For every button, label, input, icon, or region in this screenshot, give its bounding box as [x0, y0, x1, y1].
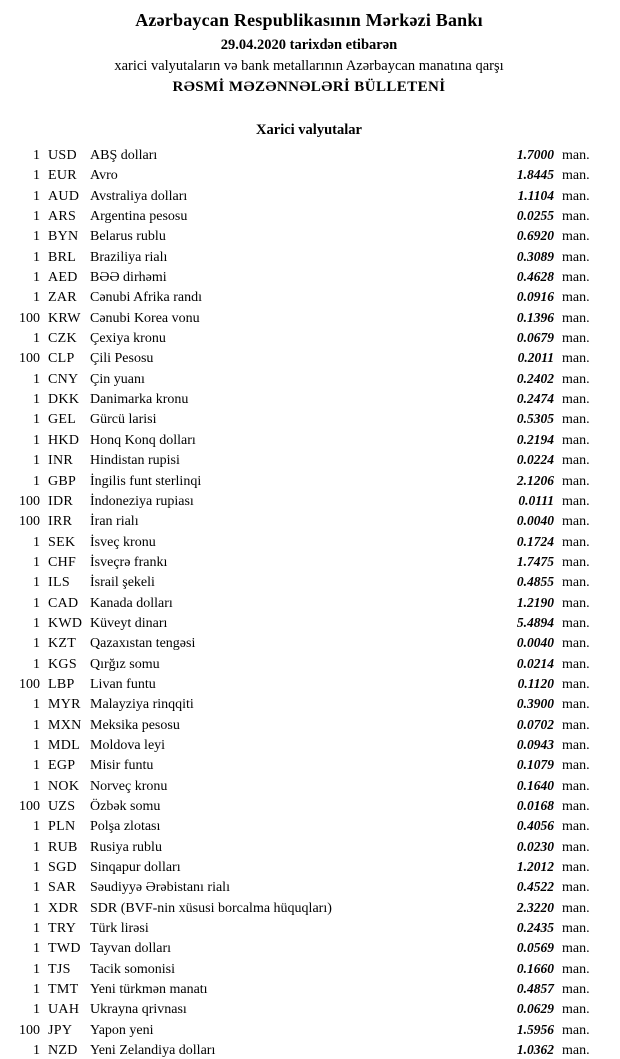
currency-name: Çili Pesosu — [90, 351, 154, 367]
currency-name: İsveçrə frankı — [90, 554, 168, 570]
currency-unit-label: man. — [562, 473, 590, 489]
rate-value: 0.1120 — [517, 675, 554, 691]
rate-row — [18, 735, 600, 755]
rate-value: 0.2474 — [516, 391, 554, 407]
rate-value: 0.6920 — [516, 228, 554, 244]
rate-quantity: 1 — [33, 290, 40, 306]
currency-code: GBP — [48, 473, 77, 489]
rate-row — [18, 226, 600, 246]
currency-unit-label: man. — [562, 554, 590, 570]
currency-name: Avro — [90, 168, 118, 184]
currency-code: BRL — [48, 249, 77, 265]
rate-value: 0.0702 — [516, 716, 554, 732]
currency-name: İngilis funt sterlinqi — [90, 473, 202, 489]
currency-name: Honq Konq dolları — [90, 432, 196, 448]
rate-value: 0.1660 — [516, 960, 554, 976]
rate-quantity: 100 — [19, 799, 40, 814]
currency-code: NZD — [48, 1043, 78, 1059]
currency-unit-label: man. — [562, 514, 590, 530]
rate-value: 0.1724 — [516, 533, 554, 549]
currency-name: Gürcü larisi — [90, 412, 157, 428]
rate-row — [18, 369, 600, 389]
rate-quantity: 1 — [33, 758, 40, 774]
rate-quantity: 1 — [33, 921, 40, 937]
rate-quantity: 1 — [33, 656, 40, 672]
rate-quantity: 1 — [33, 249, 40, 265]
currency-name: Küveyt dinarı — [90, 615, 168, 631]
rate-value: 0.3900 — [516, 696, 554, 712]
rate-quantity: 1 — [33, 371, 40, 387]
rate-quantity: 1 — [33, 209, 40, 225]
currency-name: Misir funtu — [90, 758, 154, 774]
currency-name: ABŞ dolları — [90, 148, 158, 163]
currency-code: GEL — [48, 412, 77, 428]
rate-row — [18, 572, 600, 592]
currency-code: AUD — [48, 188, 80, 204]
currency-unit-label: man. — [562, 758, 590, 774]
currency-name: Yeni türkmən manatı — [90, 982, 208, 998]
rate-value: 2.1206 — [516, 472, 554, 488]
rate-quantity: 1 — [33, 982, 40, 998]
currency-name: Livan funtu — [90, 676, 156, 692]
rate-row — [18, 898, 600, 918]
currency-name: Polşa zlotası — [90, 819, 161, 835]
currency-code: MDL — [48, 737, 81, 753]
rate-quantity: 1 — [33, 595, 40, 611]
rate-row — [18, 593, 600, 613]
currency-unit-label: man. — [562, 982, 590, 998]
rate-row — [18, 816, 600, 836]
rate-row — [18, 918, 600, 938]
rate-quantity: 1 — [33, 1043, 40, 1059]
currency-code: SAR — [48, 880, 77, 896]
currency-code: KZT — [48, 636, 77, 652]
rate-value: 0.0230 — [516, 838, 554, 854]
currency-code: TJS — [48, 961, 71, 977]
rate-quantity: 1 — [33, 636, 40, 652]
rate-quantity: 100 — [19, 351, 40, 367]
rate-quantity: 1 — [33, 880, 40, 896]
currency-unit-label: man. — [562, 676, 590, 692]
rate-value: 0.2194 — [516, 431, 554, 447]
section-title-foreign-currencies: Xarici valyutalar — [256, 122, 362, 138]
rate-row — [18, 450, 600, 470]
currency-unit-label: man. — [562, 615, 590, 631]
currency-unit-label: man. — [562, 1022, 590, 1038]
currency-unit-label: man. — [562, 310, 590, 326]
currency-unit-label: man. — [562, 900, 590, 916]
rate-value: 0.0629 — [516, 1001, 554, 1017]
rate-value: 2.3220 — [516, 899, 554, 915]
currency-code: NOK — [48, 778, 80, 794]
currency-name: Cənubi Afrika randı — [90, 290, 202, 306]
currency-name: Rusiya rublu — [90, 839, 162, 855]
rate-value: 1.1104 — [517, 187, 554, 203]
currency-unit-label: man. — [562, 1002, 590, 1018]
rate-row — [18, 471, 600, 491]
currency-name: Tacik somonisi — [90, 961, 175, 977]
currency-name: Argentina pesosu — [90, 209, 188, 225]
rate-row — [18, 348, 600, 368]
rate-value: 0.4855 — [516, 574, 554, 590]
currency-unit-label: man. — [562, 717, 590, 733]
currency-name: Cənubi Korea vonu — [90, 310, 200, 326]
currency-code: KWD — [48, 615, 83, 631]
currency-code: EGP — [48, 758, 76, 774]
rate-row — [18, 165, 600, 185]
rate-quantity: 1 — [33, 331, 40, 347]
currency-unit-label: man. — [562, 148, 590, 163]
currency-code: UZS — [48, 799, 76, 814]
currency-code: KGS — [48, 656, 77, 672]
rate-quantity: 100 — [19, 676, 40, 692]
rate-row — [18, 796, 600, 816]
rate-row — [18, 938, 600, 958]
rate-row — [18, 694, 600, 714]
currency-code: PLN — [48, 819, 76, 835]
currency-code: HKD — [48, 432, 80, 448]
rate-quantity: 1 — [33, 534, 40, 550]
currency-name: Yapon yeni — [90, 1022, 154, 1038]
currency-name: Malayziya rinqqiti — [90, 697, 194, 713]
rate-value: 0.0040 — [516, 635, 554, 651]
currency-name: Çin yuanı — [90, 371, 145, 387]
rate-quantity: 1 — [33, 188, 40, 204]
rate-row — [18, 552, 600, 572]
rate-value: 1.7000 — [516, 147, 554, 162]
rate-row — [18, 247, 600, 267]
currency-code: CHF — [48, 554, 77, 570]
rate-value: 0.0255 — [516, 208, 554, 224]
currency-code: ARS — [48, 209, 77, 225]
rate-row — [18, 145, 600, 165]
currency-unit-label: man. — [562, 432, 590, 448]
rate-row — [18, 328, 600, 348]
currency-name: Yeni Zelandiya dolları — [90, 1043, 216, 1059]
currency-unit-label: man. — [562, 1043, 590, 1059]
currency-unit-label: man. — [562, 249, 590, 265]
rate-quantity: 1 — [33, 554, 40, 570]
currency-unit-label: man. — [562, 636, 590, 652]
rate-row — [18, 633, 600, 653]
currency-name: Ukrayna qrivnası — [90, 1002, 187, 1018]
rate-value: 0.5305 — [516, 411, 554, 427]
currency-code: LBP — [48, 676, 75, 692]
rate-quantity: 1 — [33, 412, 40, 428]
rate-value: 0.4522 — [516, 879, 554, 895]
rate-value: 0.0168 — [516, 798, 554, 813]
currency-name: Avstraliya dolları — [90, 188, 188, 204]
rate-value: 0.1396 — [516, 309, 554, 325]
currency-unit-label: man. — [562, 860, 590, 876]
currency-code: KRW — [48, 310, 81, 326]
currency-name: Braziliya rialı — [90, 249, 168, 265]
rate-quantity: 1 — [33, 860, 40, 876]
currency-unit-label: man. — [562, 168, 590, 184]
currency-unit-label: man. — [562, 331, 590, 347]
currency-name: Qırğız somu — [90, 656, 160, 672]
currency-unit-label: man. — [562, 961, 590, 977]
currency-unit-label: man. — [562, 656, 590, 672]
rate-quantity: 1 — [33, 1002, 40, 1018]
currency-name: İsveç kronu — [90, 534, 156, 550]
rate-value: 0.0040 — [516, 513, 554, 529]
rate-quantity: 1 — [33, 819, 40, 835]
currency-code: BYN — [48, 229, 79, 245]
rate-row — [18, 267, 600, 287]
rate-row — [18, 837, 600, 857]
bulletin-subtitle: xarici valyutaların və bank metallarının Azərbaycan manatına qarşı — [114, 58, 504, 74]
currency-code: JPY — [48, 1022, 73, 1038]
currency-unit-label: man. — [562, 188, 590, 204]
rate-value: 1.5956 — [516, 1021, 554, 1037]
currency-name: İran rialı — [90, 514, 139, 530]
currency-code: CZK — [48, 331, 77, 347]
rate-row — [18, 715, 600, 735]
currency-unit-label: man. — [562, 351, 590, 367]
currency-code: RUB — [48, 839, 78, 855]
currency-code: IRR — [48, 514, 73, 530]
rate-value: 1.0362 — [516, 1042, 554, 1058]
currency-code: INR — [48, 453, 74, 469]
rate-row — [18, 186, 600, 206]
rate-value: 0.3089 — [516, 248, 554, 264]
currency-unit-label: man. — [562, 575, 590, 591]
currency-name: İndoneziya rupiası — [90, 493, 194, 509]
currency-name: Özbək somu — [90, 799, 161, 814]
rate-value: 1.2012 — [516, 859, 554, 875]
rate-row — [18, 755, 600, 775]
rate-value: 0.4056 — [516, 818, 554, 834]
rate-quantity: 1 — [33, 900, 40, 916]
rate-row — [18, 1040, 600, 1059]
rate-quantity: 1 — [33, 473, 40, 489]
rate-quantity: 1 — [33, 737, 40, 753]
rate-quantity: 1 — [33, 432, 40, 448]
rate-row — [18, 999, 600, 1019]
currency-name: Kanada dolları — [90, 595, 173, 611]
currency-code: DKK — [48, 392, 80, 408]
rate-value: 1.8445 — [516, 167, 554, 183]
currency-name: Meksika pesosu — [90, 717, 180, 733]
currency-name: Norveç kronu — [90, 778, 168, 794]
rate-row — [18, 430, 600, 450]
rate-quantity: 1 — [33, 839, 40, 855]
currency-unit-label: man. — [562, 534, 590, 550]
currency-unit-label: man. — [562, 595, 590, 611]
currency-name: Qazaxıstan tengəsi — [90, 636, 196, 652]
rate-row — [18, 1020, 600, 1040]
currency-name: BƏƏ dirhəmi — [90, 270, 167, 286]
rate-row — [18, 613, 600, 633]
rate-quantity: 100 — [19, 514, 40, 530]
rate-row — [18, 409, 600, 429]
currency-code: MXN — [48, 717, 82, 733]
rate-value: 0.0569 — [516, 940, 554, 956]
currency-unit-label: man. — [562, 941, 590, 957]
rate-value: 0.0224 — [516, 452, 554, 468]
rate-row — [18, 674, 600, 694]
rate-value: 0.0916 — [516, 289, 554, 305]
rate-value: 0.4857 — [516, 981, 554, 997]
rate-value: 0.0111 — [518, 492, 554, 508]
rate-row — [18, 654, 600, 674]
rate-value: 1.7475 — [516, 553, 554, 569]
bank-title: Azərbaycan Respublikasının Mərkəzi Bankı — [135, 10, 483, 30]
rate-quantity: 100 — [19, 310, 40, 326]
currency-unit-label: man. — [562, 270, 590, 286]
rate-quantity: 1 — [33, 961, 40, 977]
currency-unit-label: man. — [562, 412, 590, 428]
currency-name: İsrail şekeli — [90, 575, 155, 591]
currency-code: MYR — [48, 697, 81, 713]
bulletin-title: RƏSMİ MƏZƏNNƏLƏRİ BÜLLETENİ — [172, 79, 446, 95]
rate-row — [18, 877, 600, 897]
rate-quantity: 1 — [33, 778, 40, 794]
rate-row — [18, 959, 600, 979]
rate-quantity: 1 — [33, 615, 40, 631]
rate-value: 0.0943 — [516, 736, 554, 752]
rate-value: 0.2435 — [516, 920, 554, 936]
currency-code: UAH — [48, 1002, 80, 1018]
currency-name: Sinqapur dolları — [90, 860, 181, 876]
rates-table — [18, 145, 600, 1059]
rate-quantity: 100 — [19, 493, 40, 509]
rate-quantity: 1 — [33, 697, 40, 713]
currency-unit-label: man. — [562, 839, 590, 855]
currency-unit-label: man. — [562, 229, 590, 245]
currency-code: IDR — [48, 493, 74, 509]
rate-row — [18, 776, 600, 796]
rate-quantity: 1 — [33, 392, 40, 408]
rate-row — [18, 857, 600, 877]
currency-code: EUR — [48, 168, 77, 184]
currency-code: SEK — [48, 534, 76, 550]
rate-row — [18, 206, 600, 226]
currency-name: Danimarka kronu — [90, 392, 189, 408]
currency-unit-label: man. — [562, 880, 590, 896]
rate-row — [18, 511, 600, 531]
rate-value: 0.2011 — [517, 350, 554, 366]
currency-unit-label: man. — [562, 290, 590, 306]
currency-unit-label: man. — [562, 453, 590, 469]
rate-quantity: 1 — [33, 229, 40, 245]
rate-quantity: 1 — [33, 717, 40, 733]
rate-value: 0.4628 — [516, 269, 554, 285]
currency-unit-label: man. — [562, 737, 590, 753]
rate-row — [18, 979, 600, 999]
currency-unit-label: man. — [562, 778, 590, 794]
currency-unit-label: man. — [562, 697, 590, 713]
currency-unit-label: man. — [562, 921, 590, 937]
currency-code: AED — [48, 270, 78, 286]
rate-quantity: 1 — [33, 270, 40, 286]
rate-row — [18, 308, 600, 328]
currency-name: Tayvan dolları — [90, 941, 172, 957]
rate-row — [18, 389, 600, 409]
rate-row — [18, 287, 600, 307]
currency-unit-label: man. — [562, 392, 590, 408]
currency-name: Hindistan rupisi — [90, 453, 180, 469]
rate-row — [18, 532, 600, 552]
rate-value: 5.4894 — [516, 614, 554, 630]
rate-row — [18, 491, 600, 511]
currency-code: SGD — [48, 860, 77, 876]
rate-value: 0.0679 — [516, 330, 554, 346]
currency-unit-label: man. — [562, 799, 590, 814]
currency-unit-label: man. — [562, 209, 590, 225]
currency-unit-label: man. — [562, 493, 590, 509]
rate-value: 0.0214 — [516, 655, 554, 671]
currency-name: Türk lirəsi — [90, 921, 149, 937]
currency-unit-label: man. — [562, 819, 590, 835]
currency-name: Belarus rublu — [90, 229, 166, 245]
effective-date-line: 29.04.2020 tarixdən etibarən — [220, 37, 398, 53]
rate-quantity: 1 — [33, 453, 40, 469]
currency-code: XDR — [48, 900, 79, 916]
currency-code: TRY — [48, 921, 77, 937]
currency-code: CLP — [48, 351, 75, 367]
currency-code: TWD — [48, 941, 81, 957]
currency-code: ILS — [48, 575, 70, 591]
rate-quantity: 1 — [33, 941, 40, 957]
currency-name: SDR (BVF-nin xüsusi borcalma hüquqları) — [90, 900, 332, 916]
currency-code: USD — [48, 148, 77, 163]
rate-quantity: 1 — [33, 575, 40, 591]
rate-value: 0.1079 — [516, 757, 554, 773]
currency-name: Moldova leyi — [90, 737, 166, 753]
currency-code: TMT — [48, 982, 79, 998]
rate-value: 1.2190 — [516, 594, 554, 610]
currency-code: CAD — [48, 595, 79, 611]
rate-value: 0.1640 — [516, 777, 554, 793]
currency-unit-label: man. — [562, 371, 590, 387]
rate-value: 0.2402 — [516, 370, 554, 386]
currency-name: Çexiya kronu — [90, 331, 166, 347]
currency-code: ZAR — [48, 290, 77, 306]
rate-quantity: 100 — [19, 1022, 40, 1038]
rate-quantity: 1 — [33, 148, 40, 163]
currency-name: Səudiyyə Ərəbistanı rialı — [90, 880, 230, 896]
currency-code: CNY — [48, 371, 79, 387]
bulletin-header — [18, 10, 600, 96]
rate-quantity: 1 — [33, 168, 40, 184]
